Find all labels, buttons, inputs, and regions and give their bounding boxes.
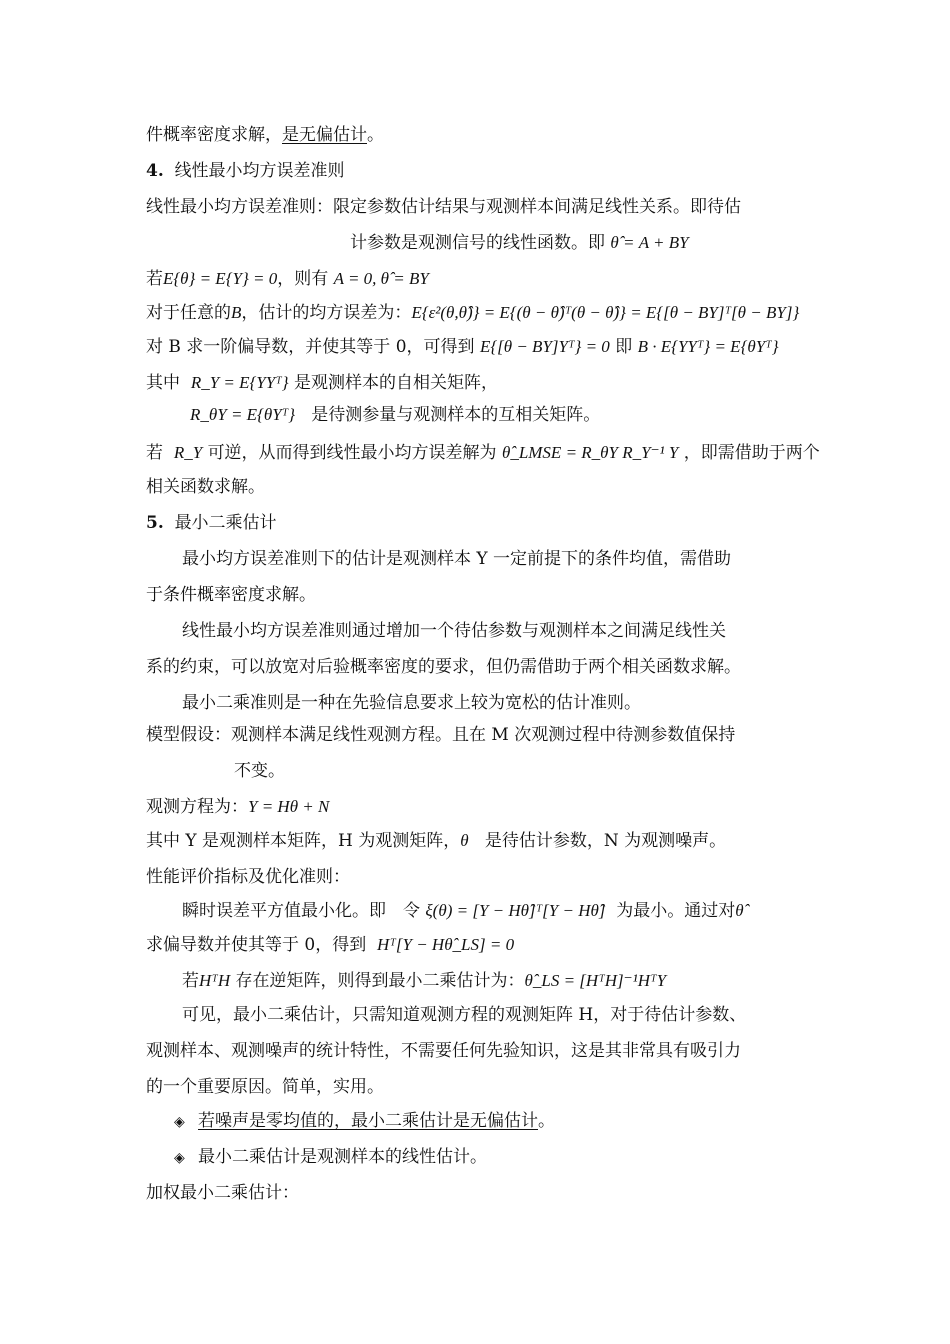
text-span: 若 bbox=[146, 269, 163, 289]
equation: E{[θ − BY]Yᵀ} = 0 bbox=[479, 337, 610, 356]
text-span: 线性最小均方误差准则通过增加一个待估参数与观测样本之间满足线性关 bbox=[182, 621, 726, 641]
text-line bbox=[146, 866, 350, 888]
equation: R_Y = E{YYᵀ} bbox=[190, 373, 289, 392]
text-span: ，即需借助于两个 bbox=[683, 443, 820, 463]
text-line bbox=[146, 796, 329, 818]
bullet-item bbox=[174, 1110, 555, 1133]
text-line bbox=[182, 1004, 746, 1026]
text-line bbox=[146, 934, 514, 956]
text-line bbox=[182, 692, 641, 714]
section-heading-4 bbox=[146, 160, 345, 182]
text-line bbox=[234, 760, 285, 782]
text-line bbox=[146, 268, 429, 290]
variable: B bbox=[231, 303, 242, 322]
text-span: 观测方程为： bbox=[146, 797, 248, 817]
text-span: 最小二乘估计是观测样本的线性估计。 bbox=[198, 1147, 487, 1167]
section-heading-5 bbox=[146, 512, 277, 534]
text-line bbox=[146, 1076, 384, 1098]
text-line bbox=[182, 900, 744, 922]
text-line bbox=[146, 442, 820, 464]
text-line bbox=[146, 372, 498, 394]
text-span: ，估计的均方误差为： bbox=[241, 303, 412, 323]
text-span: 加权最小二乘估计： bbox=[146, 1183, 299, 1203]
text-span: 瞬时误差平方值最小化。即 令 bbox=[182, 901, 420, 921]
text-span: 是观测样本的自相关矩阵， bbox=[294, 373, 498, 393]
text-span: 的一个重要原因。简单，实用。 bbox=[146, 1077, 384, 1097]
section-number: 5. bbox=[146, 513, 164, 533]
text-line bbox=[182, 970, 666, 992]
variable: θ̂ bbox=[735, 901, 744, 920]
text-line bbox=[190, 404, 600, 426]
diamond-bullet-icon: ◈ bbox=[174, 1150, 185, 1166]
text-span: 对于任意的 bbox=[146, 303, 231, 323]
text-line bbox=[146, 124, 384, 146]
text-line bbox=[182, 620, 726, 642]
text-span: 不变。 bbox=[234, 761, 285, 781]
text-span: 若 bbox=[182, 971, 199, 991]
text-span: 模型假设：观测样本满足线性观测方程。且在 M 次观测过程中待测参数值保持 bbox=[146, 725, 736, 745]
text-line bbox=[146, 336, 779, 358]
diamond-bullet-icon: ◈ bbox=[174, 1114, 185, 1130]
text-span: 线性最小均方误差准则：限定参数估计结果与观测样本间满足线性关系。即待估 bbox=[146, 197, 741, 217]
equation: θ̂_LS = [HᵀH]⁻¹HᵀY bbox=[524, 971, 667, 990]
text-span: 可逆，从而得到线性最小均方误差解为 bbox=[207, 443, 497, 463]
equation: HᵀH bbox=[199, 971, 231, 990]
text-span: 。 bbox=[367, 125, 384, 145]
text-span: ，则有 bbox=[277, 269, 329, 289]
text-span: 系的约束，可以放宽对后验概率密度的要求，但仍需借助于两个相关函数求解。 bbox=[146, 657, 741, 677]
text-span: 为最小。通过对 bbox=[616, 901, 736, 921]
equation: ξ(θ) = [Y − Hθ̂]ᵀ[Y − Hθ̂] bbox=[425, 901, 606, 920]
underlined-text: 若噪声是零均值的，最小二乘估计是无偏估计 bbox=[198, 1111, 538, 1131]
equation: Y = Hθ + N bbox=[248, 797, 330, 816]
text-line bbox=[146, 724, 735, 746]
underlined-text: 是无偏估计 bbox=[282, 125, 367, 145]
text-span: 最小二乘准则是一种在先验信息要求上较为宽松的估计准则。 bbox=[182, 693, 641, 713]
equation: E{θ} = E{Y} = 0 bbox=[163, 269, 278, 288]
text-span: 可见，最小二乘估计，只需知道观测方程的观测矩阵 H，对于待估计参数、 bbox=[182, 1005, 747, 1025]
text-span: 对 B 求一阶偏导数，并使其等于 0，可得到 bbox=[146, 337, 475, 357]
text-line bbox=[350, 232, 689, 254]
text-span: 即 bbox=[615, 337, 633, 357]
section-number: 4. bbox=[146, 161, 164, 181]
text-span: 其中 bbox=[146, 373, 180, 393]
text-span: 是待测参量与观测样本的互相关矩阵。 bbox=[311, 405, 601, 425]
text-span: 相关函数求解。 bbox=[146, 477, 265, 497]
text-line bbox=[146, 476, 265, 498]
text-line bbox=[146, 584, 316, 606]
text-span: 若 bbox=[146, 443, 163, 463]
section-title: 线性最小均方误差准则 bbox=[174, 161, 345, 181]
text-span: 观测样本、观测噪声的统计特性，不需要任何先验知识，这是其非常具有吸引力 bbox=[146, 1041, 741, 1061]
equation: Hᵀ[Y − Hθ̂_LS] = 0 bbox=[377, 935, 515, 954]
text-span: 是待估计参数，N 为观测噪声。 bbox=[484, 831, 727, 851]
text-line bbox=[182, 548, 731, 570]
text-span: 。 bbox=[538, 1111, 555, 1131]
text-span: 性能评价指标及优化准则： bbox=[146, 867, 350, 887]
equation: R_θY = E{θYᵀ} bbox=[190, 405, 296, 424]
text-span: 计参数是观测信号的线性函数。即 bbox=[350, 233, 605, 253]
text-line bbox=[146, 1040, 741, 1062]
equation: θ̂_LMSE = R_θY R_Y⁻¹ Y bbox=[501, 443, 679, 462]
text-span: 存在逆矩阵，则得到最小二乘估计为： bbox=[235, 971, 525, 991]
text-span: 件概率密度求解， bbox=[146, 125, 282, 145]
text-line bbox=[146, 196, 741, 218]
equation: B · E{YYᵀ} = E{θYᵀ} bbox=[637, 337, 779, 356]
equation: R_Y bbox=[173, 443, 203, 462]
text-span: 求偏导数并使其等于 0，得到 bbox=[146, 935, 367, 955]
text-line bbox=[146, 1182, 299, 1204]
equation: E{ε²(θ,θ̂)} = E{(θ − θ̂)ᵀ(θ − θ̂)} = E{[θ − BY]ᵀ[θ − BY]} bbox=[411, 303, 800, 322]
text-line bbox=[146, 830, 726, 852]
equation: θ̂ = A + BY bbox=[610, 233, 689, 252]
text-line bbox=[146, 302, 799, 324]
text-line bbox=[146, 656, 741, 678]
variable: θ bbox=[460, 831, 469, 850]
text-span: 于条件概率密度求解。 bbox=[146, 585, 316, 605]
bullet-item bbox=[174, 1146, 487, 1169]
section-title: 最小二乘估计 bbox=[174, 513, 277, 533]
text-span: 其中 Y 是观测样本矩阵，H 为观测矩阵， bbox=[146, 831, 461, 851]
text-span: 最小均方误差准则下的估计是观测样本 Y 一定前提下的条件均值，需借助 bbox=[182, 549, 732, 569]
equation: A = 0, θ̂ = BY bbox=[333, 269, 429, 288]
